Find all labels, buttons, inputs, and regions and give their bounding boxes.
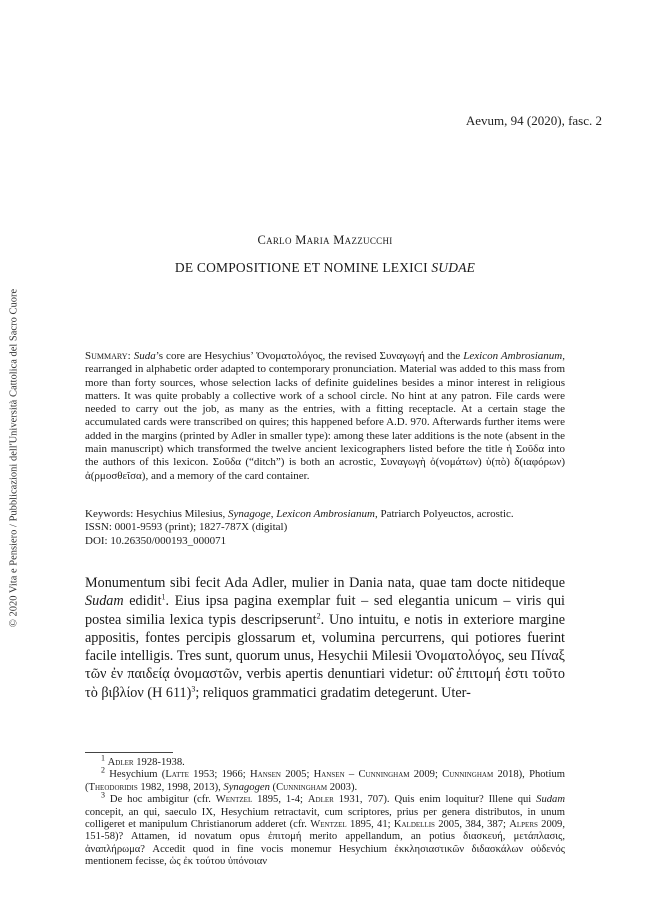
keywords-text: , — [270, 508, 277, 520]
footnote-number: 3 — [101, 790, 105, 800]
summary-text: , rearranged in alphabetic order adapted to contemporary pronunciation. Material was added to this mass from more than forty sources, whose selection lacks of definite guidelines besides a minor interest in religious matters. It was quite probably a collective work of a school circle. No hint at any patron. File cards were needed to carry out the job, as many as the entries, with a fitting receptacle. At a certain stage the accumulated cards were transcribed on quires; this happened before A.D. 970. Afterwards further items were added in the margins (printed by Adler in smaller type): among these later additions is the note (absent in the main manuscript) which transformed the twelve ancient lexicographers listed before the title ἡ Σοῦδα into the authors of this lexicon. Σοῦδα (“ditch”) is both an acrostic, Συναγωγὴ ὀ(νομάτων) ὑ(πὸ) δ(ιαφόρων) ἀ(ρμοσθεῖσα), and a memory of the card container. — [85, 350, 566, 482]
footnote-text: 2005; — [280, 769, 314, 781]
footnote-smallcaps: Latte — [165, 769, 189, 781]
keywords-line — [85, 508, 565, 521]
footnote-smallcaps: Alpers — [509, 819, 538, 831]
footnote-smallcaps: Hansen – Cunningham — [313, 769, 410, 781]
body-paragraph — [85, 574, 565, 702]
footnote-ref[interactable]: 2 — [316, 610, 321, 620]
footnote-divider — [85, 752, 173, 753]
footnote-smallcaps: Wentzel — [310, 819, 347, 831]
title-em: SUDAE — [431, 260, 476, 275]
body-text: edidit — [123, 593, 162, 610]
footnote-smallcaps: Cunningham — [442, 769, 494, 781]
footnote-text: 1953; 1966; — [188, 769, 250, 781]
summary-text: ’s core are Hesychius’ Ὀνοματολόγος, the revised Συναγωγή and the — [155, 350, 464, 362]
footnote-smallcaps: Adler — [307, 794, 334, 806]
author-name: Carlo Maria Mazzucchi — [257, 233, 393, 247]
summary-em: Lexicon Ambrosianum — [463, 350, 563, 362]
title-main: DE COMPOSITIONE ET NOMINE LEXICI — [174, 260, 432, 275]
footnote-number: 1 — [101, 753, 105, 763]
footnote-2 — [85, 765, 565, 794]
footnote-text: 2003). — [327, 781, 358, 793]
keywords-block — [85, 508, 565, 548]
footnote-smallcaps: Cunningham — [276, 781, 328, 793]
doi-line: DOI: 10.26350/000193_000071 — [85, 534, 227, 547]
footnote-text: De hoc ambigitur (cfr. — [105, 794, 216, 806]
body-text: ; reliquos grammatici gradatim detegerunt. Uter- — [195, 684, 471, 701]
keywords-text: Keywords: Hesychius Milesius, — [85, 508, 228, 520]
body-text: . Uno intuitu, e notis in exteriore margine appositis, fontes percipis glossarum et, volumina percurrens, qui potiores fuerint facile intelligis. Tres sunt, quorum unus, Hesychii Milesii Ὀνοματολόγος, seu Πίναξ τῶν ἐν παιδείᾳ ὀνομαστῶν, verbis apertis denuntiari videtur: οὐ̂ ἐπιτομή ἐστι τοῦτο τὸ βιβλίον (Η 611) — [85, 611, 566, 701]
footnote-number: 2 — [101, 765, 105, 775]
footnote-smallcaps: Kaldellis — [393, 819, 435, 831]
issn-line: ISSN: 0001-9593 (print); 1827-787X (digital) — [85, 521, 288, 534]
footnote-text: Hesychium ( — [105, 769, 166, 781]
keywords-em: Synagoge — [228, 508, 271, 520]
footnote-em: Sudam — [536, 794, 565, 806]
summary-lead: Summary: — [85, 350, 131, 362]
footnote-3 — [85, 790, 565, 868]
footnote-text: 2005, 384, 387; — [434, 819, 510, 831]
footnote-text: 2009; — [409, 769, 443, 781]
footnote-em: Synagogen — [223, 781, 270, 793]
summary-block — [85, 350, 565, 483]
footnote-text: ( — [269, 781, 277, 793]
footnote-smallcaps: Adler — [107, 757, 134, 768]
body-text: Monumentum sibi fecit Ada Adler, mulier in Dania nata, quae tam docte nitideque — [85, 575, 565, 591]
summary-em: Suda — [133, 350, 156, 362]
footnotes — [85, 753, 565, 869]
footnote-text: 1931, 707). Quis enim loquitur? Illene qui — [333, 794, 537, 806]
footnote-smallcaps: Hansen — [249, 769, 281, 781]
footnote-text: 1895, 1-4; — [252, 794, 308, 806]
footnote-ref[interactable]: 1 — [161, 592, 166, 602]
body-text: . Eius ipsa pagina exemplar fuit – sed elegantia unicum – viris qui postea similia lexica typis descripserunt — [85, 593, 565, 628]
keywords-em: Lexicon Ambrosianum — [276, 508, 375, 520]
footnote-text: 1895, 41; — [346, 819, 394, 831]
footnote-smallcaps: Theodoridis — [88, 781, 138, 793]
keywords-text: , Patriarch Polyeuctos, acrostic. — [374, 508, 514, 520]
footnote-ref[interactable]: 3 — [191, 684, 196, 694]
footnote-1 — [85, 753, 565, 769]
footnote-text: 2009, 151-58)? Attamen, id novatum opus ἐπιτομή merito appellandum, an potius διασκευή, μετάπλασις, ἀναπλήρωμα? Accedit quod in fine vocis monemur Hesychium ἐκκλησιαστικῶν διδασκάλων οὐδενός mentionem fecisse, ὡς ἐκ τούτου ὑπόνοιαν — [85, 819, 565, 868]
copyright-text: © 2020 Vita e Pensiero / Pubblicazioni dell'Università Cattolica del Sacro Cuore — [8, 288, 20, 628]
footnote-text: 1928-1938. — [133, 757, 185, 768]
footnote-text: 2018), Photium ( — [85, 769, 565, 793]
footnote-smallcaps: Wentzel — [215, 794, 253, 806]
body-em: Sudam — [85, 593, 124, 610]
article-title — [0, 260, 650, 276]
footnote-text: 1982, 1998, 2013), — [137, 781, 224, 793]
footnote-text: concepit, an qui, saeculo IX, Hesychium retractavit, cum scriptores, prius per genera distributos, in unum colligeret et manipulum Christianorum adderet (cfr. — [85, 806, 565, 831]
journal-citation: Aevum, 94 (2020), fasc. 2 — [465, 113, 602, 128]
